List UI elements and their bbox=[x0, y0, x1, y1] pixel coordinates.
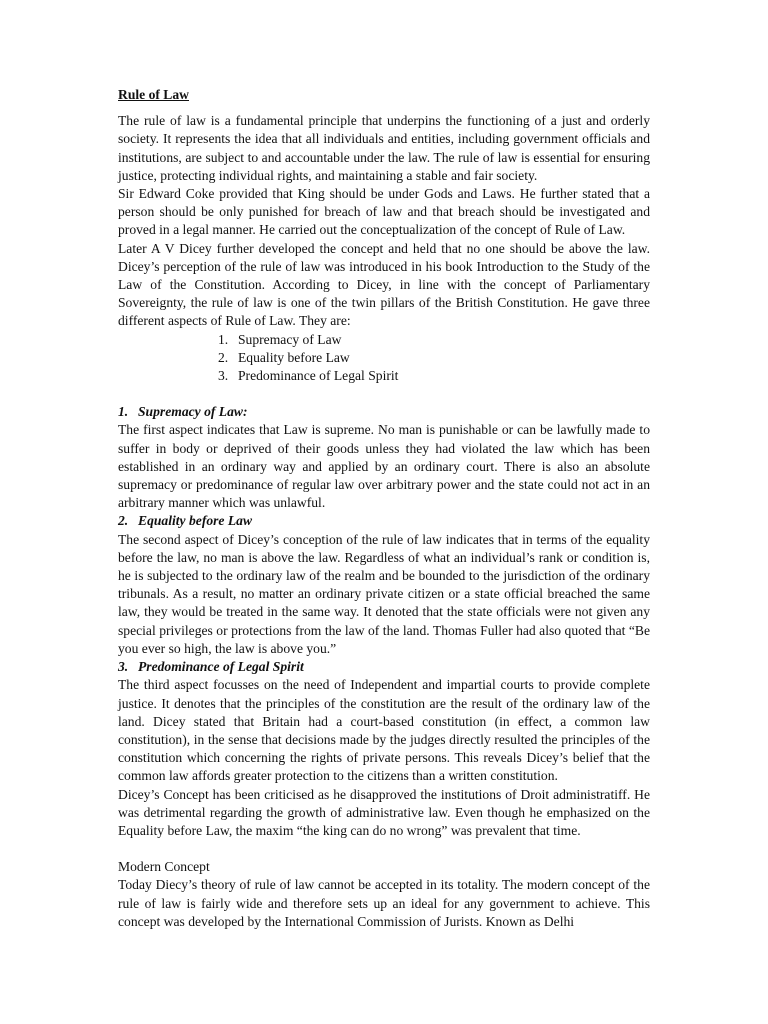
modern-concept-heading: Modern Concept bbox=[118, 859, 210, 875]
spacer bbox=[118, 385, 650, 403]
modern-concept-paragraph: Today Diecy’s theory of rule of law cannot be accepted in its totality. The modern concept of the rule of law is fairly wide and therefore sets up an ideal for any government to achieve. This concept was developed by the International Commission of Jurists. Known as Delhi bbox=[118, 877, 650, 929]
criticism-paragraph: Dicey’s Concept has been criticised as he disapproved the institutions of Droit administratiff. He was detrimental regarding the growth of administrative law. Even though he emphasized on the Equality before Law, the maxim “the king can do no wrong” was prevalent that time. bbox=[118, 786, 650, 838]
list-item: 3. Predominance of Legal Spirit bbox=[218, 368, 399, 384]
section-heading: 1. Supremacy of Law: bbox=[118, 404, 248, 420]
list-item: 1. Supremacy of Law bbox=[218, 331, 342, 347]
coke-paragraph: Sir Edward Coke provided that King should be under Gods and Laws. He further stated that a person should be only punished for breach of law and that breach should be investigated and proved in a legal manner. He carried out the conceptualization of the concept of Rule of Law. bbox=[118, 186, 650, 238]
document-page bbox=[118, 86, 650, 931]
intro-paragraph: The rule of law is a fundamental principle that underpins the functioning of a just and orderly society. It represents the idea that all individuals and entities, including government officials and institutions, are subject to and accountable under the law. The rule of law is essential for ensuring justice, protecting individual rights, and maintaining a stable and fair society. bbox=[118, 113, 650, 183]
section-heading: 2. Equality before Law bbox=[118, 513, 253, 529]
document-title: Rule of Law bbox=[118, 87, 189, 102]
aspects-list bbox=[118, 331, 650, 386]
section-body: The third aspect focusses on the need of Independent and impartial courts to provide complete justice. It denotes that the principles of the constitution are the result of the ordinary law of the land. Dicey stated that Britain had a court-based constitution (in effect, a common law constitution), in the sense that decisions made by the judges directly resulted the principles of the constitution which concerning the rights of private persons. This reveals Dicey’s belief that the common law affords greater protection to the citizens than a written constitution. bbox=[118, 677, 650, 784]
spacer bbox=[118, 840, 650, 858]
section-heading: 3. Predominance of Legal Spirit bbox=[118, 659, 304, 675]
dicey-paragraph: Later A V Dicey further developed the concept and held that no one should be above the law. Dicey’s perception of the rule of law was introduced in his book Introduction to the Study of the Law of the Constitution. According to Dicey, in line with the concept of Parliamentary Sovereignty, the rule of law is one of the twin pillars of the British Constitution. He gave three different aspects of Rule of Law. They are: bbox=[118, 240, 650, 329]
list-item: 2. Equality before Law bbox=[218, 349, 350, 365]
section-body: The first aspect indicates that Law is supreme. No man is punishable or can be lawfully made to suffer in body or deprived of their goods unless they had violated the law which has been established in an ordinary way and applied by an ordinary court. There is also an absolute supremacy or predominance of regular law over arbitrary power and the state could not act in an arbitrary manner which was unlawful. bbox=[118, 422, 650, 511]
section-body: The second aspect of Dicey’s conception of the rule of law indicates that in terms of the equality before the law, no man is above the law. Regardless of what an individual’s rank or condition is, he is subjected to the ordinary law of the realm and be bounded to the jurisdiction of the ordinary tribunals. As a result, no matter an ordinary private citizen or a state official breached the same law, they would be treated in the same way. It denoted that the state officials were not given any special privileges or protections from the law of the land. Thomas Fuller had also quoted that “Be you ever so high, the law is above you.” bbox=[118, 531, 650, 656]
